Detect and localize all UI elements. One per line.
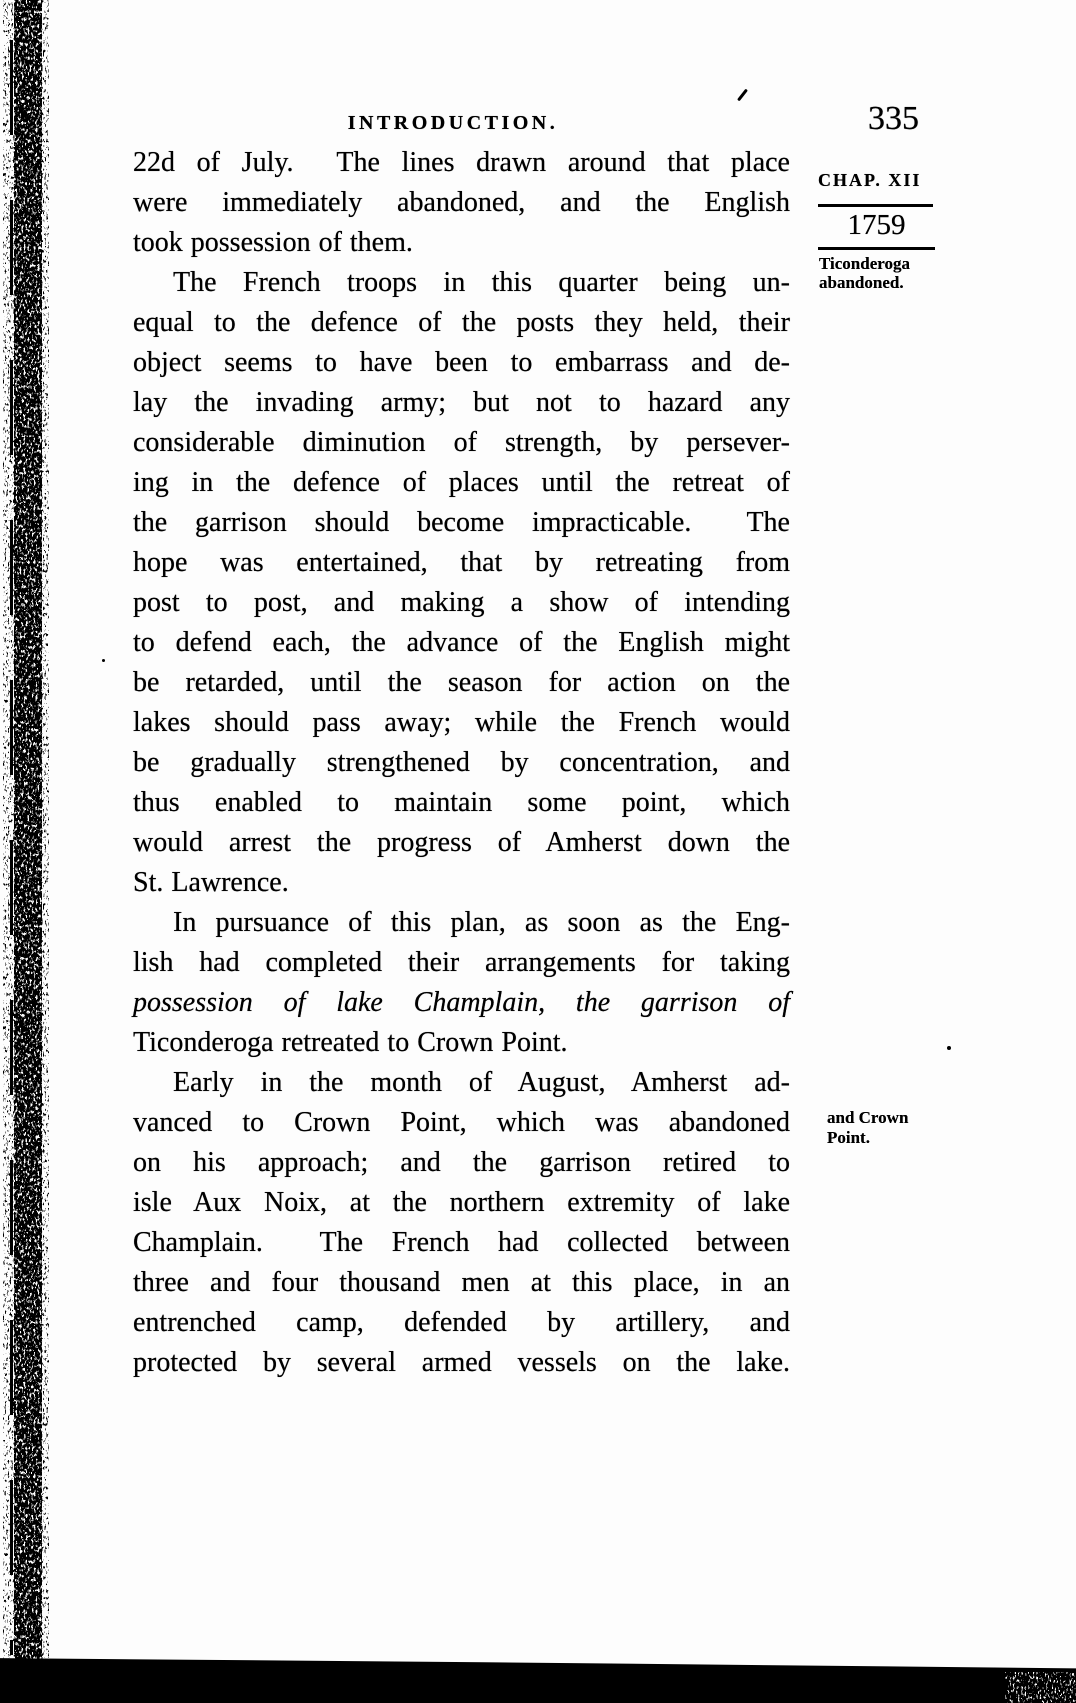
body-line: isle Aux Noix, at the northern extremity of lake bbox=[133, 1187, 790, 1218]
body-line: to defend each, the advance of the English might bbox=[133, 627, 790, 658]
body-line: vanced to Crown Point, which was abandoned bbox=[133, 1107, 790, 1138]
body-line: Ticonderoga retreated to Crown Point. bbox=[133, 1027, 568, 1058]
body-line: St. Lawrence. bbox=[133, 867, 289, 898]
scan-stray-mark bbox=[102, 659, 105, 662]
body-line: on his approach; and the garrison retired to bbox=[133, 1147, 790, 1178]
body-line: Early in the month of August, Amherst ad- bbox=[173, 1067, 790, 1098]
margin-note-line: Point. bbox=[827, 1128, 870, 1147]
margin-rule bbox=[818, 204, 933, 207]
margin-note-crown-point bbox=[827, 1108, 977, 1148]
body-line: three and four thousand men at this place, in an bbox=[133, 1267, 790, 1298]
margin-note-line: abandoned. bbox=[819, 273, 904, 292]
body-line: took possession of them. bbox=[133, 227, 413, 258]
body-line: hope was entertained, that by retreating from bbox=[133, 547, 790, 578]
body-line: object seems to have been to embarrass and de- bbox=[133, 347, 790, 378]
body-line: ing in the defence of places until the retreat of bbox=[133, 467, 790, 498]
body-line: were immediately abandoned, and the English bbox=[133, 187, 790, 218]
scan-stray-mark bbox=[947, 1046, 951, 1050]
margin-chapter-label: CHAP. XII bbox=[818, 170, 922, 190]
scan-gutter-line-artifact bbox=[10, 40, 13, 1655]
body-line: equal to the defence of the posts they held, their bbox=[133, 307, 790, 338]
body-line: protected by several armed vessels on the lake. bbox=[133, 1347, 790, 1378]
body-line: entrenched camp, defended by artillery, and bbox=[133, 1307, 790, 1338]
body-line-italic: possession of lake Champlain, the garrison of bbox=[133, 987, 790, 1018]
body-line: The French troops in this quarter being un- bbox=[173, 267, 790, 298]
body-line: post to post, and making a show of intending bbox=[133, 587, 790, 618]
body-line: lish had completed their arrangements for taking bbox=[133, 947, 790, 978]
body-line: the garrison should become impracticable. The bbox=[133, 507, 790, 538]
running-title: INTRODUCTION. bbox=[347, 112, 559, 134]
body-line: lakes should pass away; while the French would bbox=[133, 707, 790, 738]
body-line: be gradually strengthened by concentration, and bbox=[133, 747, 790, 778]
margin-note-line: Ticonderoga bbox=[819, 254, 910, 273]
page-number: 335 bbox=[868, 100, 919, 137]
body-line: would arrest the progress of Amherst down the bbox=[133, 827, 790, 858]
margin-note-ticonderoga bbox=[819, 254, 969, 292]
body-line: 22d of July. The lines drawn around that place bbox=[133, 147, 790, 178]
margin-year-label: 1759 bbox=[847, 209, 906, 241]
margin-note-line: and Crown bbox=[827, 1108, 909, 1127]
margin-rule bbox=[818, 247, 935, 250]
body-line: In pursuance of this plan, as soon as the Eng- bbox=[173, 907, 790, 938]
scan-bottom-edge-artifact bbox=[0, 1652, 1076, 1703]
body-line: Champlain. The French had collected between bbox=[133, 1227, 790, 1258]
body-line: considerable diminution of strength, by persever- bbox=[133, 427, 790, 458]
body-line: thus enabled to maintain some point, which bbox=[133, 787, 790, 818]
body-line: be retarded, until the season for action on the bbox=[133, 667, 790, 698]
body-text-column bbox=[133, 143, 790, 1383]
scan-stray-mark bbox=[737, 89, 748, 102]
body-line: lay the invading army; but not to hazard any bbox=[133, 387, 790, 418]
